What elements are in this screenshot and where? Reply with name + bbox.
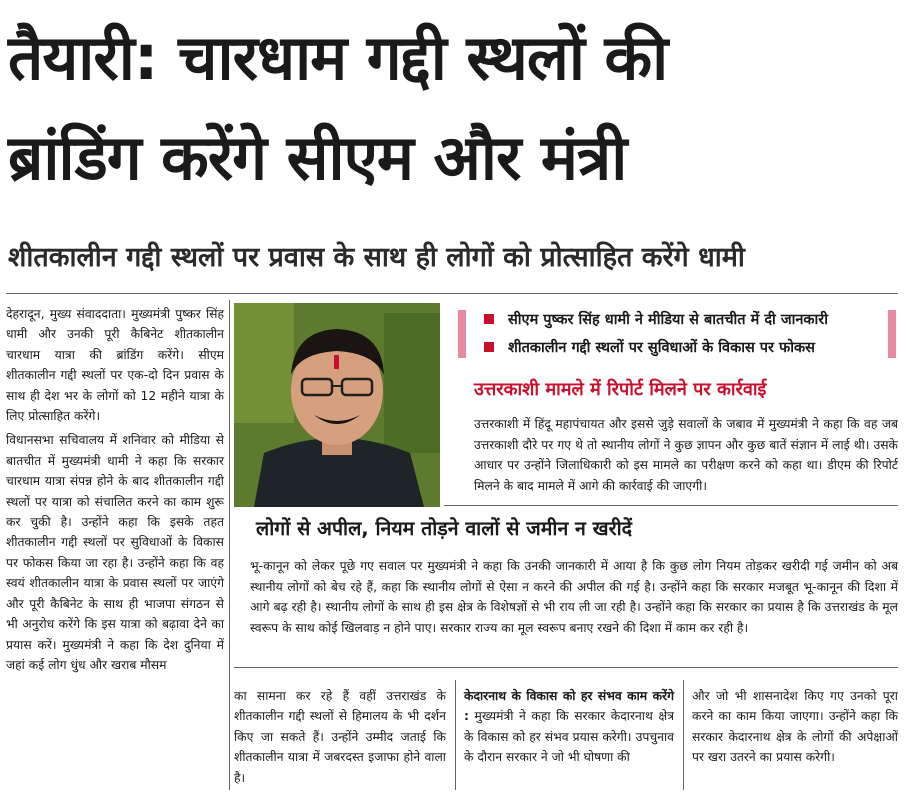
article-paragraph: विधानसभा सचिवालय में शनिवार को मीडिया से बातचीत में मुख्यमंत्री धामी ने कहा कि सरकार चारधाम यात्रा संपन्न होने के बाद शीतकालीन गद्दी स्थलों पर यात्रा को संचालित करने का काम शुरू कर चुकी है। उन्होंने कहा कि इसके तहत शीतकालीन गद्दी स्थलों पर सुविधाओं के विकास पर फोकस किया जा रहा है। उन्होंने कहा कि वह स्वयं शीतकालीन यात्रा के प्रवास स्थलों पर जाएंगे और पूरी कैबिनेट के साथ ही भाजपा संगठन से भी अनुरोध करेंगे कि इस यात्रा को बढ़ावा देने का प्रयास करें। मुख्यमंत्री ने कहा कि देश दुनिया में जहां कई लोग धुंध और खराब मौसम [6, 433, 224, 672]
box-rule [234, 667, 898, 668]
subheadline: शीतकालीन गद्दी स्थलों पर प्रवास के साथ ही लोगों को प्रोत्साहित करेंगे धामी [8, 242, 745, 273]
column-rule [229, 300, 230, 790]
article-column-3 [464, 686, 674, 768]
subsection-lead: केदारनाथ के विकास को हर संभव काम करेंगे : [464, 689, 674, 724]
article-column-4: और जो भी शासनादेश किए गए उनको पूरा करने का काम किया जाएगा। उन्होंने कहा कि सरकार केदारनाथ क्षेत्र के लोगों की अपेक्षाओं पर खरा उतरने का प्रयास करेगी। [692, 689, 898, 765]
box2-heading: लोगों से अपील, नियम तोड़ने वालों से जमीन न खरीदें [256, 517, 633, 540]
column-rule [683, 680, 684, 790]
highlight-item [458, 305, 898, 333]
highlight-text: शीतकालीन गद्दी स्थलों पर सुविधाओं के विकास पर फोकस [508, 340, 815, 356]
article-column-2: का सामना कर रहे हैं वहीं उत्तराखंड के शीतकालीन गद्दी स्थलों से हिमालय के भी दर्शन किए जा सकते हैं। उन्होंने उम्मीद जताई कि शीतकालीन यात्रा में जबरदस्त इजाफा होने वाला है। [234, 689, 446, 785]
square-bullet-icon [484, 342, 494, 352]
article-text: मुख्यमंत्री ने कहा कि सरकार केदारनाथ क्षेत्र के विकास को हर संभव प्रयास करेगी। उपचुनाव के दौरान सरकार ने जो भी घोषणा की [464, 709, 674, 765]
top-rule [6, 293, 898, 294]
highlight-item [458, 333, 898, 361]
box-rule [444, 505, 898, 506]
square-bullet-icon [484, 314, 494, 324]
highlight-text: सीएम पुष्कर सिंह धामी ने मीडिया से बातचीत में दी जानकारी [508, 312, 828, 328]
article-column-1 [6, 304, 224, 675]
headline-line-2: ब्रांडिंग करेंगे सीएम और मंत्री [8, 121, 627, 194]
column-rule [455, 680, 456, 790]
box1-heading: उत्तरकाशी मामले में रिपोर्ट मिलने पर कार्रवाई [474, 379, 767, 400]
article-paragraph: देहरादून, मुख्य संवाददाता। मुख्यमंत्री पुष्कर सिंह धामी और उनकी पूरी कैबिनेट शीतकालीन चारधाम यात्रा की ब्रांडिंग करेंगे। सीएम शीतकालीन गद्दी स्थलों पर एक-दो दिन प्रवास के साथ ही देश भर के लोगों को 12 महीने यात्रा के लिए प्रोत्साहित करेंगे। [6, 307, 224, 424]
box2-text: भू-कानून को लेकर पूछे गए सवाल पर मुख्यमंत्री ने कहा कि उनकी जानकारी में आया है कि कुछ लोग नियम तोड़कर खरीदी गई जमीन को अब स्थानीय लोगों को बेच रहे हैं, कहा कि स्थानीय लोगों से ऐसा न करने की अपील की गई है। उन्होंने कहा कि सरकार मजबूत भू-कानून की दिशा में आगे बढ़ रही है। स्थानीय लोगों के साथ ही इस क्षेत्र के विशेषज्ञों से भी राय ली जा रही है। उन्होंने कहा कि सरकार का प्रयास है कि उत्तराखंड के मूल स्वरूप के साथ कोई खिलवाड़ न होने पाए। सरकार राज्य का मूल स्वरूप बनाए रखने की दिशा में काम कर रही है। [250, 559, 898, 635]
person-portrait-image [234, 303, 440, 507]
highlights-box [458, 305, 898, 361]
portrait-photo [234, 303, 440, 507]
headline-line-1: तैयारी: चारधाम गद्दी स्थलों की [8, 21, 668, 94]
box1-text: उत्तरकाशी में हिंदू महापंचायत और इससे जुड़े सवालों के जबाव में मुख्यमंत्री ने कहा कि वह जब उत्तरकाशी दौरे पर गए थे तो स्थानीय लोगों ने कुछ ज्ञापन और कुछ बातें संज्ञान में लाई थी। उसके आधार पर उन्होंने जिलाधिकारी को इस मामले का परीक्षण करने को कहा था। डीएम की रिपोर्ट मिलने के बाद मामले में आगे की कार्रवाई की जाएगी। [474, 417, 898, 493]
